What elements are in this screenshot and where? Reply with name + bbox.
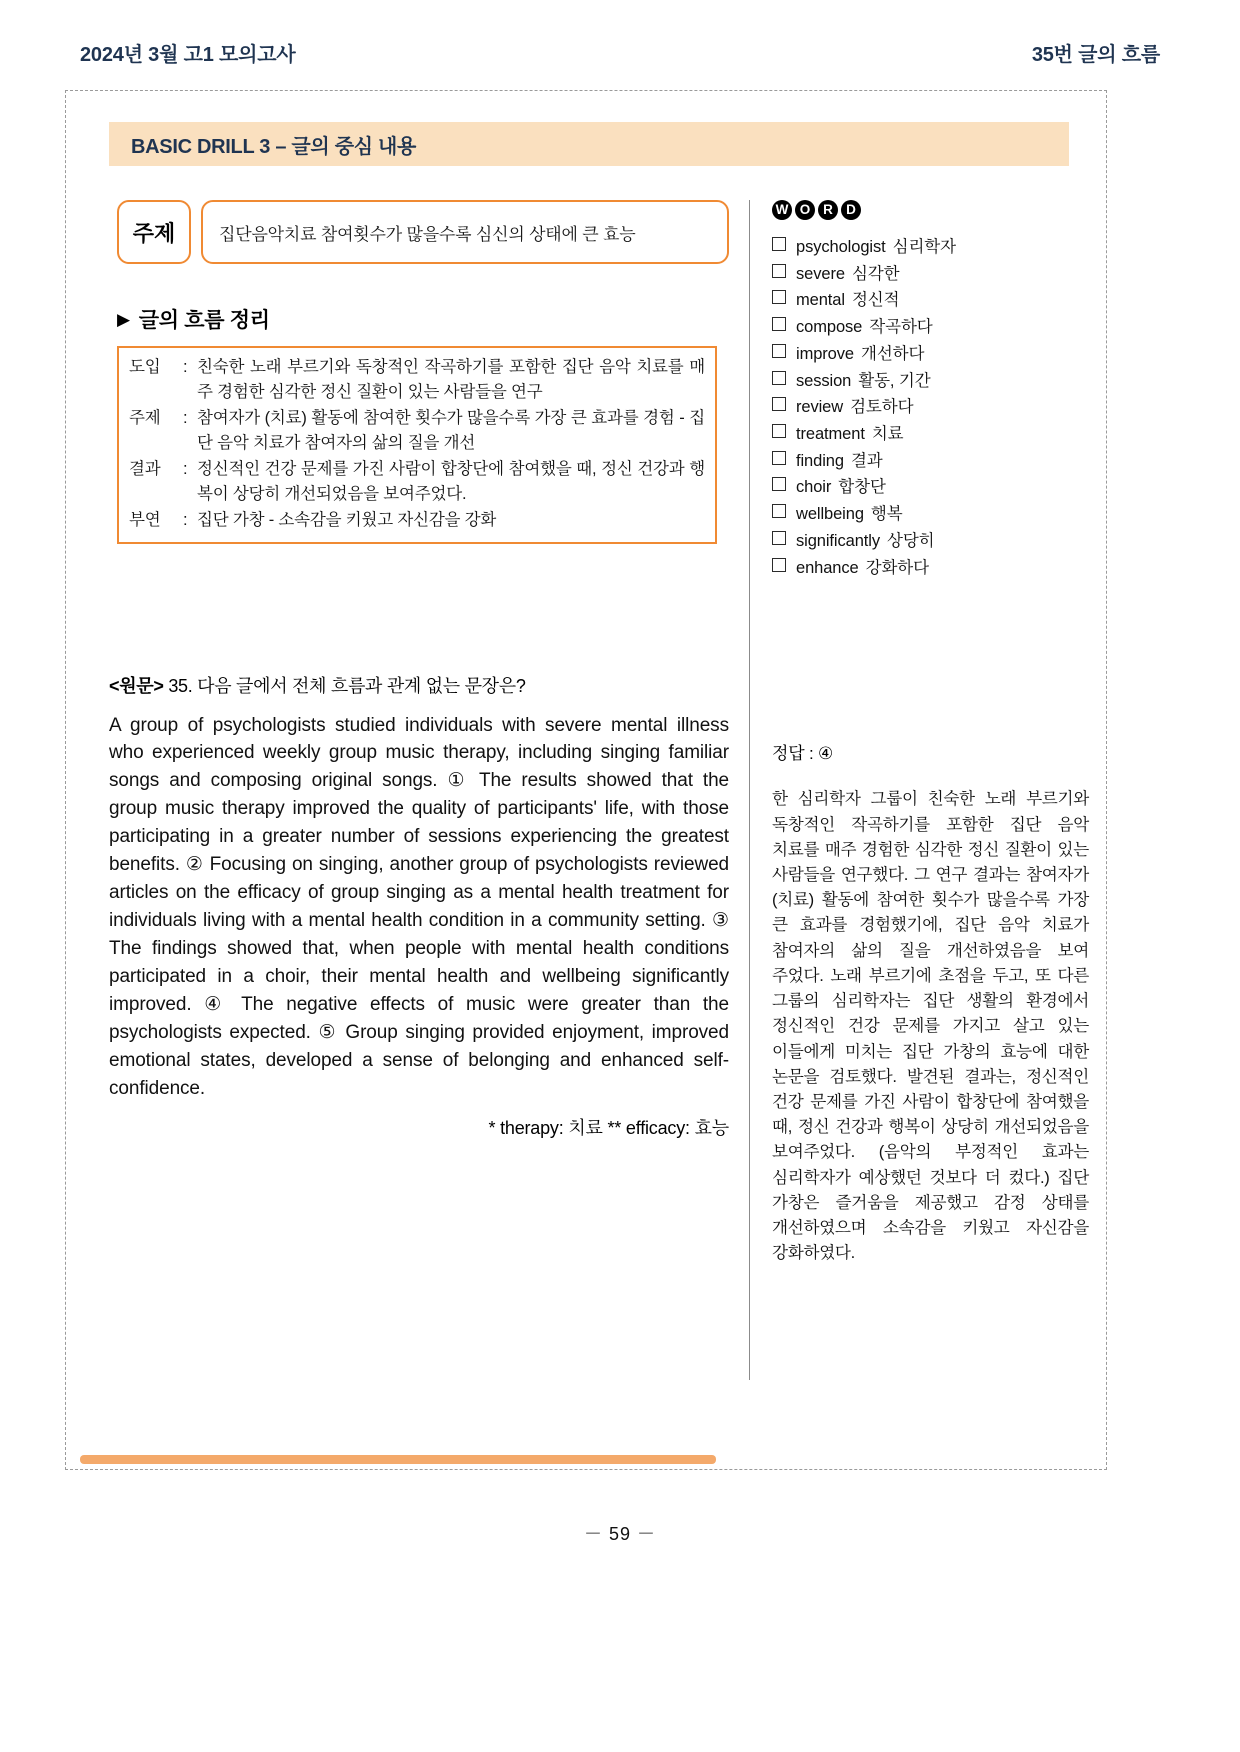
flow-row (129, 508, 705, 533)
drill-title-bar (109, 122, 1069, 166)
vocab-term: enhance (796, 558, 859, 577)
page-number: － 59 － (583, 1524, 657, 1544)
topic-statement-box (201, 200, 729, 264)
passage-footnote: * therapy: 치료 ** efficacy: 효능 (488, 1118, 729, 1139)
list-item[interactable] (772, 555, 1089, 582)
checkbox-icon[interactable] (772, 264, 786, 278)
question-number: 35. (168, 675, 193, 696)
flow-row-separator: : (183, 409, 188, 428)
question-source-tag: <원문> (109, 675, 164, 696)
header-exam-title: 2024년 3월 고1 모의고사 (80, 44, 296, 66)
left-column (109, 200, 729, 1380)
checkbox-icon[interactable] (772, 451, 786, 465)
checkbox-icon[interactable] (772, 397, 786, 411)
topic-label-text: 주제 (132, 220, 176, 246)
vocab-term: wellbeing (796, 505, 864, 524)
vocab-term: session (796, 371, 852, 390)
triangle-bullet-icon: ▶ (117, 309, 130, 329)
vocab-term: mental (796, 291, 845, 310)
vocab-meaning: 상당히 (887, 531, 935, 550)
flow-summary-box (117, 346, 717, 544)
vocab-term: treatment (796, 425, 865, 444)
word-letter-o-icon: O (795, 200, 815, 220)
checkbox-icon[interactable] (772, 477, 786, 491)
vocab-term: compose (796, 318, 863, 337)
bottom-accent-bar (80, 1455, 716, 1464)
word-letter-d-icon: D (841, 200, 861, 220)
two-column-layout (109, 200, 1089, 1380)
vocab-meaning: 결과 (850, 451, 883, 470)
topic-statement-text: 집단음악치료 참여횟수가 많을수록 심신의 상태에 큰 효능 (219, 224, 636, 244)
list-item[interactable] (772, 261, 1089, 288)
flow-row-value: 친숙한 노래 부르기와 독창적인 작곡하기를 포함한 집단 음악 치료를 매주 경험한 심각한 정신 질환이 있는 사람들을 연구 (197, 358, 705, 402)
checkbox-icon[interactable] (772, 424, 786, 438)
checkbox-icon[interactable] (772, 531, 786, 545)
right-column (749, 200, 1089, 1380)
list-item[interactable] (772, 234, 1089, 261)
flow-row-separator: : (183, 511, 188, 530)
flow-row-key: 부연 (129, 511, 161, 530)
word-section-title (772, 200, 1089, 220)
vocab-term: significantly (796, 531, 880, 550)
english-passage: A group of psychologists studied individuals with severe mental illness who experienced weekly group music therapy, including singing familiar songs and composing original songs. ① The results showed that the group music therapy improved the quality of participants' life, with those participating in a greater number of sessions experiencing the greatest benefits. ② Focusing on singing, another group of psychologists reviewed articles on the efficacy of group singing as a mental health treatment for individuals living with a mental health condition in a community setting. ③ The findings showed that, when people with mental health conditions participated in a choir, their mental health and wellbeing significantly improved. ④ The negative effects of music were greater than the psychologists expected. ⑤ Group singing provided enjoyment, improved emotional states, developed a sense of belonging and enhanced self-confidence. (109, 714, 729, 1099)
flow-row-key: 결과 (129, 460, 161, 479)
checkbox-icon[interactable] (772, 558, 786, 572)
vocab-term: improve (796, 344, 854, 363)
list-item[interactable] (772, 341, 1089, 368)
vocab-meaning: 정신적 (851, 291, 900, 310)
list-item[interactable] (772, 528, 1089, 555)
list-item[interactable] (772, 314, 1089, 341)
answer-key: 정답 : ④ (772, 744, 834, 764)
flow-summary-heading-text: 글의 흐름 정리 (138, 309, 270, 332)
content-area (65, 90, 1107, 1470)
vocab-term: review (796, 398, 844, 417)
question-prompt: 다음 글에서 전체 흐름과 관계 없는 문장은? (197, 675, 526, 696)
vocab-term: finding (796, 451, 844, 470)
vocab-meaning: 검토하다 (850, 398, 914, 417)
checkbox-icon[interactable] (772, 344, 786, 358)
flow-row-separator: : (183, 460, 188, 479)
vocab-meaning: 개선하다 (861, 344, 925, 363)
word-letter-r-icon: R (818, 200, 838, 220)
vocab-meaning: 심각한 (851, 264, 900, 283)
flow-row-key: 도입 (129, 358, 161, 376)
checkbox-icon[interactable] (772, 317, 786, 331)
list-item[interactable] (772, 421, 1089, 448)
vocab-term: choir (796, 478, 832, 497)
flow-row-value: 정신적인 건강 문제를 가진 사람이 합창단에 참여했을 때, 정신 건강과 행복이 상당히 개선되었음을 보여주었다. (197, 460, 705, 504)
flow-row (129, 355, 705, 405)
question-line (109, 672, 729, 698)
vocab-meaning: 강화하다 (865, 558, 929, 577)
word-letter-w-icon: W (772, 200, 792, 220)
page-header (80, 38, 1160, 67)
list-item[interactable] (772, 474, 1089, 501)
vocab-term: psychologist (796, 238, 886, 256)
flow-row-value: 집단 가창 - 소속감을 키웠고 자신감을 강화 (197, 511, 497, 530)
list-item[interactable] (772, 501, 1089, 528)
flow-row-value: 참여자가 (치료) 활동에 참여한 횟수가 많을수록 가장 큰 효과를 경험 - 집단 음악 치료가 참여자의 삶의 질을 개선 (197, 409, 705, 453)
topic-label-box (117, 200, 191, 264)
vocab-meaning: 활동, 기간 (858, 371, 931, 390)
korean-translation: 한 심리학자 그룹이 친숙한 노래 부르기와 독창적인 작곡하기를 포함한 집단 음악 치료를 매주 경험한 심각한 정신 질환이 있는 사람들을 연구했다. 그 연구 결과는 참여자가 (치료) 활동에 참여한 횟수가 많을수록 가장 큰 효과를 경험했기에, 집단 음악 치료가 참여자의 삶의 질을 개선하였음을 보여 주었다. 노래 부르기에 초점을 두고, 또 다른 그룹의 심리학자는 집단 생활의 환경에서 정신적인 건강 문제를 가지고 살고 있는 이들에게 미치는 집단 가창의 효능에 대한 논문을 검토했다. 발견된 결과는, 정신적인 건강 문제를 가진 사람이 합창단에 참여했을 때, 정신 건강과 행복이 상당히 개선되었음을 보여주었다. (음악의 부정적인 효과는 심리학자가 예상했던 것보다 더 컸다.) 집단 가창은 즐거움을 제공했고 감정 상태를 개선하였으며 소속감을 키웠고 자신감을 강화하였다. (772, 789, 1089, 1263)
vocabulary-list (772, 234, 1089, 581)
list-item[interactable] (772, 394, 1089, 421)
flow-row (129, 457, 705, 507)
vocab-meaning: 심리학자 (892, 238, 956, 256)
vocab-meaning: 합창단 (838, 478, 886, 497)
checkbox-icon[interactable] (772, 237, 786, 251)
flow-summary-heading (117, 304, 729, 334)
header-question-title: 35번 글의 흐름 (1031, 44, 1160, 66)
checkbox-icon[interactable] (772, 290, 786, 304)
list-item[interactable] (772, 368, 1089, 395)
vocab-meaning: 작곡하다 (869, 318, 933, 337)
topic-row (117, 200, 729, 264)
vocab-meaning: 치료 (871, 425, 904, 444)
drill-title-text: BASIC DRILL 3 – 글의 중심 내용 (131, 135, 417, 158)
list-item[interactable] (772, 448, 1089, 475)
vocab-term: severe (796, 264, 845, 283)
checkbox-icon[interactable] (772, 504, 786, 518)
flow-row (129, 406, 705, 456)
flow-row-separator: : (183, 358, 188, 376)
flow-row-key: 주제 (129, 409, 161, 428)
list-item[interactable] (772, 287, 1089, 314)
vocab-meaning: 행복 (870, 505, 903, 524)
checkbox-icon[interactable] (772, 371, 786, 385)
